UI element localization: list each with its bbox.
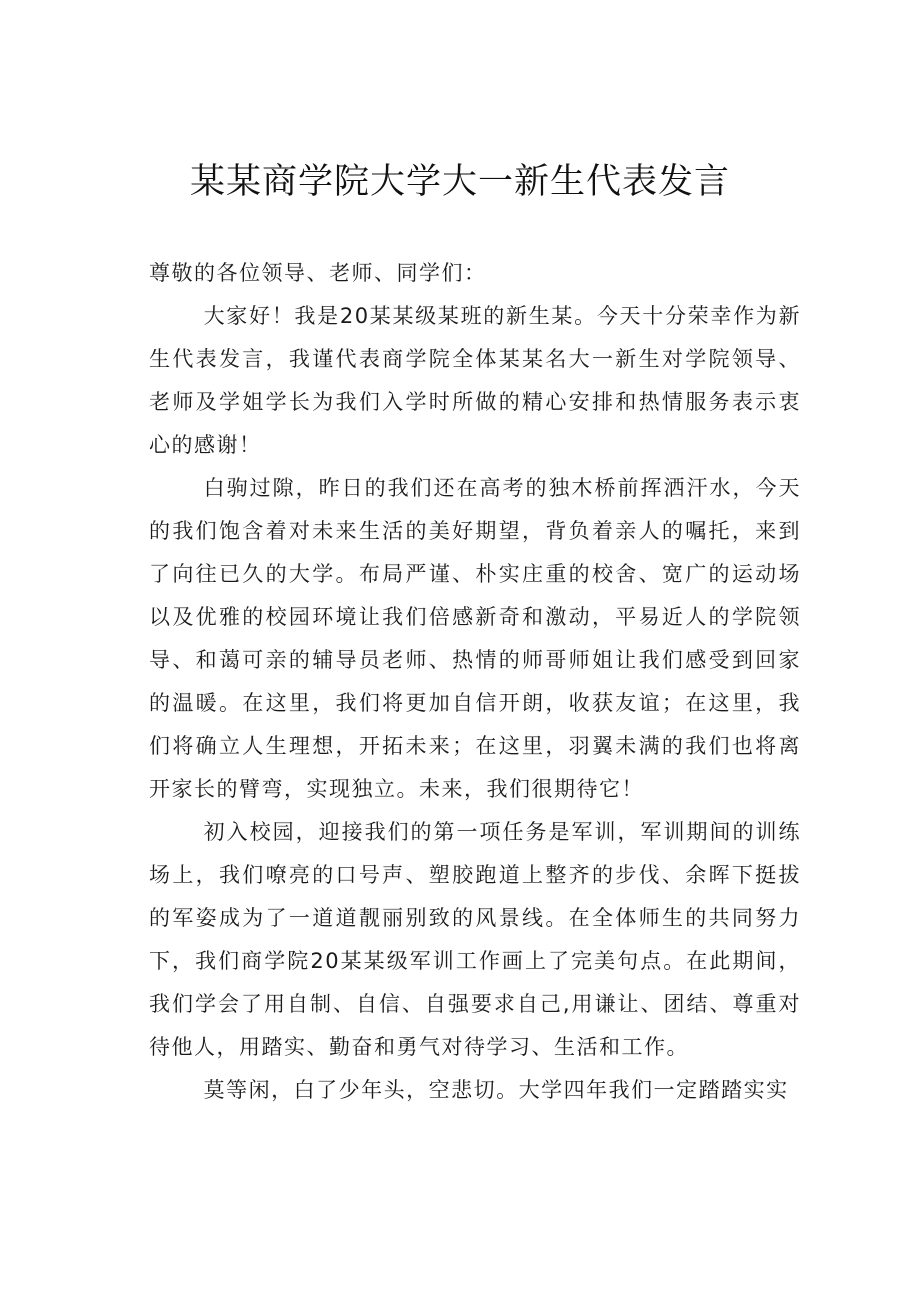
paragraph-2: 白驹过隙，昨日的我们还在高考的独木桥前挥洒汗水，今天的我们饱含着对未来生活的美好期望，背负着亲人的嘱托，来到了向往已久的大学。布局严谨、朴实庄重的校舍、宽广的运动场以及优雅的校园环境让我们倍感新奇和激动，平易近人的学院领导、和蔼可亲的辅导员老师、热情的师哥师姐让我们感受到回家的温暖。在这里，我们将更加自信开朗，收获友谊；在这里，我们将确立人生理想，开拓未来；在这里，羽翼未满的我们也将离开家长的臂弯，实现独立。未来，我们很期待它！ — [149, 476, 801, 801]
paragraph-3: 初入校园，迎接我们的第一项任务是军训，军训期间的训练场上，我们嘹亮的口号声、塑胶跑道上整齐的步伐、余晖下挺拔的军姿成为了一道道靓丽别致的风景线。在全体师生的共同努力下，我们商学院20某某级军训工作画上了完美句点。在此期间，我们学会了用自制、自信、自强要求自己,用谦让、团结、尊重对待他人，用踏实、勤奋和勇气对待学习、生活和工作。 — [149, 820, 801, 1059]
salutation: 尊敬的各位领导、老师、同学们： — [149, 261, 487, 285]
paragraph-1: 大家好！我是20某某级某班的新生某。今天十分荣幸作为新生代表发言，我谨代表商学院全体某某名大一新生对学院领导、老师及学姐学长为我们入学时所做的精心安排和热情服务表示衷心的感谢！ — [149, 304, 801, 457]
document-title: 某某商学院大学大一新生代表发言 — [189, 162, 730, 202]
document-body — [149, 252, 801, 1112]
paragraph-4: 莫等闲，白了少年头，空悲切。大学四年我们一定踏踏实实 — [203, 1078, 789, 1102]
